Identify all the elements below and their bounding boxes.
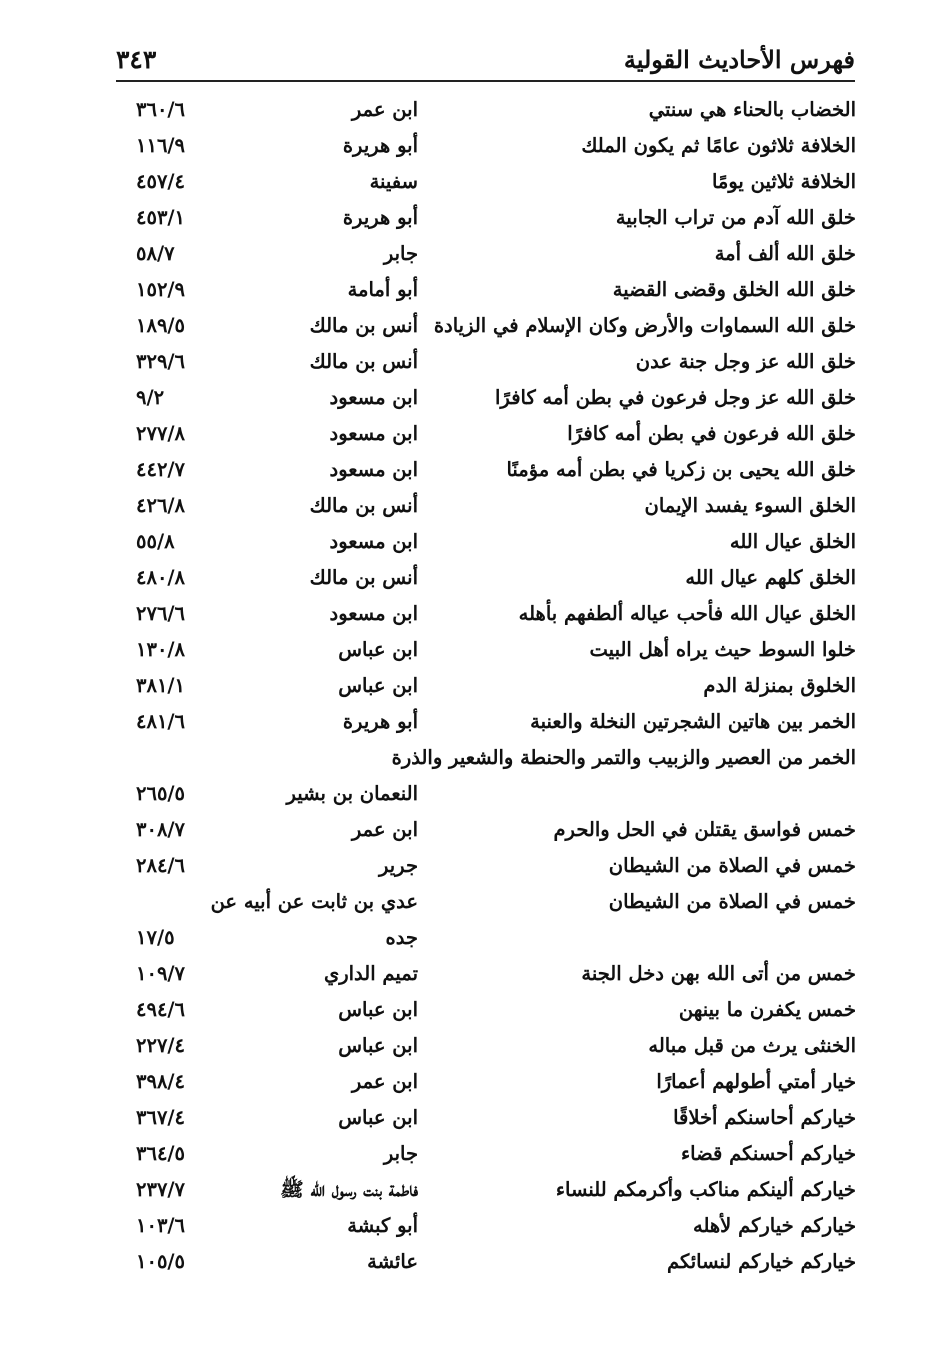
narrator-name: أبو هريرة <box>342 710 418 733</box>
index-entry <box>0 380 935 416</box>
narrator-name: ابن مسعود <box>329 422 418 445</box>
narrator-name: ابن عباس <box>338 1106 418 1129</box>
volume-page-reference: ١٣٠/٨ <box>136 638 186 661</box>
index-entry <box>0 1100 935 1136</box>
volume-page-reference: ٢٨٤/٦ <box>136 854 186 877</box>
index-entry <box>0 1172 935 1208</box>
volume-page-reference: ١٧/٥ <box>136 926 175 949</box>
hadith-text: خلق الله ألف أمة <box>714 242 856 265</box>
volume-page-reference: ١٨٩/٥ <box>136 314 186 337</box>
volume-page-reference: ٢٢٧/٤ <box>136 1034 186 1057</box>
index-entry <box>0 1208 935 1244</box>
narrator-name: ابن مسعود <box>329 602 418 625</box>
hadith-text: خمس في الصلاة من الشيطان <box>608 890 856 913</box>
page-number: ٣٤٣ <box>116 45 157 74</box>
index-entry <box>0 272 935 308</box>
volume-page-reference: ٣٨١/١ <box>136 674 186 697</box>
index-entry <box>0 200 935 236</box>
index-entry <box>0 992 935 1028</box>
index-entry <box>0 524 935 560</box>
hadith-index-list <box>0 92 935 1280</box>
hadith-text: خياركم أحاسنكم أخلاقًا <box>673 1106 856 1129</box>
hadith-text: خمس فواسق يقتلن في الحل والحرم <box>553 818 856 841</box>
index-entry <box>0 560 935 596</box>
index-entry <box>0 704 935 740</box>
hadith-text: الخلافة ثلاثين يومًا <box>711 170 856 193</box>
narrator-name: ابن عمر <box>351 818 418 841</box>
narrator-name: أنس بن مالك <box>309 350 418 373</box>
narrator-name: تميم الداري <box>323 962 418 985</box>
volume-page-reference: ٤٨٠/٨ <box>136 566 186 589</box>
hadith-text: خياركم خياركم لنسائكم <box>666 1250 856 1273</box>
volume-page-reference: ٣٢٩/٦ <box>136 350 186 373</box>
volume-page-reference: ٣٦٧/٤ <box>136 1106 186 1129</box>
narrator-name: ابن عباس <box>338 998 418 1021</box>
volume-page-reference: ٤٤٢/٧ <box>136 458 186 481</box>
index-entry <box>0 416 935 452</box>
narrator-name: ابن عمر <box>351 1070 418 1093</box>
index-entry <box>0 812 935 848</box>
index-entry <box>0 308 935 344</box>
volume-page-reference: ٤٥٣/١ <box>136 206 186 229</box>
narrator-name: جرير <box>379 854 418 877</box>
index-entry <box>0 956 935 992</box>
index-entry <box>0 848 935 884</box>
index-entry <box>0 128 935 164</box>
volume-page-reference: ١٠٩/٧ <box>136 962 186 985</box>
hadith-text: خلق الله آدم من تراب الجابية <box>615 206 856 229</box>
volume-page-reference: ٥٨/٧ <box>136 242 175 265</box>
hadith-text: الخلوق بمنزلة الدم <box>703 674 856 697</box>
index-entry <box>0 344 935 380</box>
index-entry <box>0 1136 935 1172</box>
hadith-text: خمس من أتى الله بهن دخل الجنة <box>581 962 856 985</box>
narrator-name: عدي بن ثابت عن أبيه عن جده <box>210 890 418 949</box>
narrator-name: ابن عمر <box>351 98 418 121</box>
volume-page-reference: ٢٦٥/٥ <box>136 782 186 805</box>
hadith-text: الخلق السوء يفسد الإيمان <box>644 494 856 517</box>
narrator-name: ابن مسعود <box>329 386 418 409</box>
hadith-text: خلق الله السماوات والأرض وكان الإسلام في الزيادة <box>433 314 856 337</box>
narrator-name: النعمان بن بشير <box>286 782 418 805</box>
volume-page-reference: ١٠٣/٦ <box>136 1214 186 1237</box>
hadith-text: خيار أمتي أطولهم أعمارًا <box>656 1070 856 1093</box>
volume-page-reference: ٥٥/٨ <box>136 530 175 553</box>
index-entry <box>0 1028 935 1064</box>
hadith-text: الخلق كلهم عيال الله <box>685 566 856 589</box>
narrator-name: أبو هريرة <box>342 134 418 157</box>
hadith-text: خلق الله عز وجل فرعون في بطن أمه كافرًا <box>495 386 856 409</box>
hadith-text: الخلافة ثلاثون عامًا ثم يكون الملك <box>581 134 856 157</box>
index-entry <box>0 236 935 272</box>
narrator-name: جابر <box>383 242 418 265</box>
index-entry <box>0 452 935 488</box>
narrator-name: ابن عباس <box>338 674 418 697</box>
hadith-text: الخنثى يرث من قبل مباله <box>648 1034 856 1057</box>
hadith-text: خلق الله فرعون في بطن أمه كافرًا <box>567 422 856 445</box>
index-entry <box>0 596 935 632</box>
narrator-name: ابن عباس <box>338 1034 418 1057</box>
volume-page-reference: ٣٦٤/٥ <box>136 1142 186 1165</box>
hadith-text: خمس يكفرن ما بينهن <box>678 998 856 1021</box>
volume-page-reference: ٤٢٦/٨ <box>136 494 186 517</box>
index-entry <box>0 1064 935 1100</box>
volume-page-reference: ٢٧٧/٨ <box>136 422 186 445</box>
hadith-text: خياركم أحسنكم قضاء <box>681 1142 856 1165</box>
hadith-text: الخلق عيال الله <box>729 530 856 553</box>
hadith-text: الخمر بين هاتين الشجرتين النخلة والعنبة <box>530 710 856 733</box>
narrator-name: سفينة <box>369 170 418 193</box>
volume-page-reference: ٣٩٨/٤ <box>136 1070 186 1093</box>
volume-page-reference: ٩/٢ <box>136 386 165 409</box>
narrator-name: أنس بن مالك <box>309 494 418 517</box>
volume-page-reference: ٤٥٧/٤ <box>136 170 186 193</box>
hadith-text: خياركم خياركم لأهله <box>692 1214 856 1237</box>
volume-page-reference: ٣٦٠/٦ <box>136 98 186 121</box>
volume-page-reference: ٤٨١/٦ <box>136 710 186 733</box>
page-header <box>116 26 855 82</box>
index-entry <box>0 92 935 128</box>
index-entry <box>0 668 935 704</box>
hadith-text: الخضاب بالحناء هي سنتي <box>648 98 856 121</box>
index-entry <box>0 164 935 200</box>
narrator-name: ابن عباس <box>338 638 418 661</box>
hadith-text: الخمر من العصير والزبيب والتمر والحنطة والشعير والذرة <box>391 746 856 769</box>
narrator-name: فاطمة بنت رسول الله ﷺ <box>280 1178 418 1201</box>
narrator-name: ابن مسعود <box>329 530 418 553</box>
index-entry <box>0 488 935 524</box>
narrator-name: أنس بن مالك <box>309 314 418 337</box>
index-entry <box>0 884 935 956</box>
volume-page-reference: ١٠٥/٥ <box>136 1250 186 1273</box>
hadith-text: خياركم ألينكم مناكب وأكرمكم للنساء <box>555 1178 856 1201</box>
narrator-name: أبو كبشة <box>347 1214 418 1237</box>
hadith-text: خلوا السوط حيث يراه أهل البيت <box>589 638 856 661</box>
index-entry <box>0 1244 935 1280</box>
hadith-text: خلق الله يحيى بن زكريا في بطن أمه مؤمنًا <box>506 458 856 481</box>
narrator-name: ابن مسعود <box>329 458 418 481</box>
hadith-text: خمس في الصلاة من الشيطان <box>608 854 856 877</box>
index-title: فهرس الأحاديث القولية <box>623 45 855 74</box>
index-entry <box>0 740 935 812</box>
volume-page-reference: ١٥٢/٩ <box>136 278 186 301</box>
narrator-name: جابر <box>383 1142 418 1165</box>
narrator-name: أنس بن مالك <box>309 566 418 589</box>
volume-page-reference: ٤٩٤/٦ <box>136 998 186 1021</box>
narrator-name: أبو أمامة <box>347 278 418 301</box>
hadith-text: الخلق عيال الله فأحب عياله ألطفهم بأهله <box>518 602 856 625</box>
volume-page-reference: ٣٠٨/٧ <box>136 818 186 841</box>
index-entry <box>0 632 935 668</box>
hadith-text: خلق الله الخلق وقضى القضية <box>612 278 856 301</box>
volume-page-reference: ٢٧٦/٦ <box>136 602 186 625</box>
narrator-name: أبو هريرة <box>342 206 418 229</box>
volume-page-reference: ٢٣٧/٧ <box>136 1178 186 1201</box>
volume-page-reference: ١١٦/٩ <box>136 134 186 157</box>
hadith-text: خلق الله عز وجل جنة عدن <box>635 350 856 373</box>
narrator-name: عائشة <box>367 1250 418 1273</box>
